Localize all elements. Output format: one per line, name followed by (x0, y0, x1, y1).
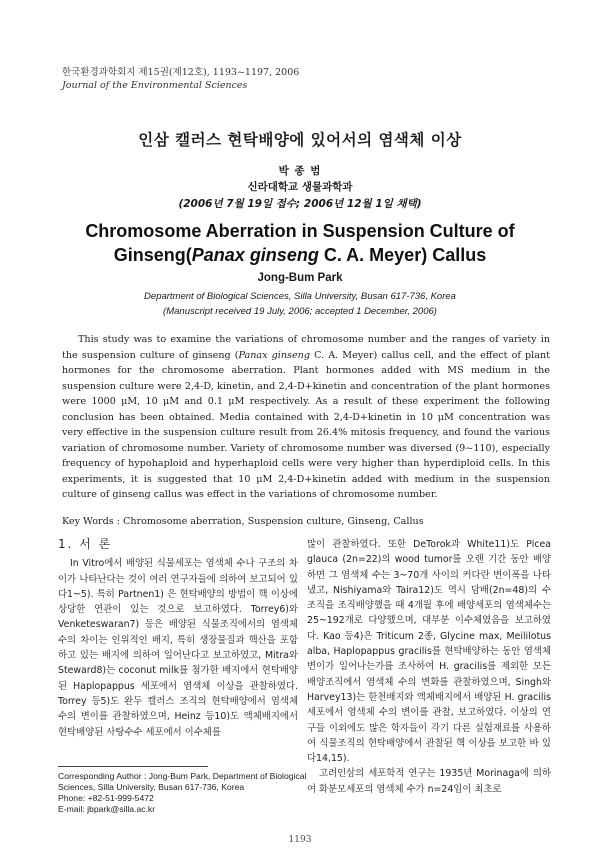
korean-author: 박 종 범 (278, 165, 322, 177)
english-title (0, 219, 600, 267)
journal-citation: 한국환경과학회지 제15권(제12호), 1193~1197, 2006 (62, 67, 300, 78)
manuscript-dates: (Manuscript received 19 July, 2006; accepted 1 December, 2006) (163, 306, 437, 317)
introduction-paragraph-left: In Vitro에서 배양된 식물세포는 염색체 수나 구조의 차이가 나타난다는 것이 여러 연구자들에 의하여 보고되어 있다1~5). 특히 Partnen1) 은 현탁배양의 방법이 핵 이상에 상당한 연관이 있는 것으로 보고하였다. Torrey6)와 Venketeswaran7) 등은 배양된 식물조직에서의 염색체 수의 차이는 인위적인 배지, 특히 생장물질과 핵산을 포함하고 있는 배지에 의하여 일어난다고 보고하였고, Mitra와 Steward8)는 coconut milk를 첨가한 배지에서 현탁배양된 Haplopappus 세포에서 염색체 이상을 관찰하였다. Torrey 등5)도 완두 캘러스 조직의 현탁배양에서 염색체 수의 변이를 관찰하였으며, Heinz 등10)도 액체배지에서 현탁배양된 사탕수수 세포에서 이수체를 (58, 558, 298, 738)
left-column (58, 537, 298, 740)
footnote-author: Corresponding Author : Jong-Bum Park, Department of Biological Sciences, Silla University, Busan 617-736, Korea (58, 771, 307, 792)
korean-title: 인삼 캘러스 현탁배양에 있어서의 염색체 이상 (138, 131, 462, 149)
abstract-part1: This study was to examine the variations of chromosome number and the ranges of variety in the suspension culture of ginseng ( (62, 334, 550, 361)
footnote-divider (58, 766, 208, 767)
title-ginseng-prefix: Ginseng( (113, 245, 192, 265)
footnote-phone: Phone: +82-51-999-5472 (58, 793, 154, 803)
footnote-email: E-mail: jbpark@silla.ac.kr (58, 804, 156, 814)
right-column (307, 537, 551, 797)
english-affiliation: Department of Biological Sciences, Silla University, Busan 617-736, Korea (144, 291, 456, 302)
abstract (62, 332, 550, 503)
korean-affiliation: 신라대학교 생물과학과 (247, 181, 353, 193)
english-title-line2 (0, 243, 600, 267)
introduction-paragraph-right: 많이 관찰하였다. 또한 DeTorok과 White11)도 Picea glauca (2n=22)의 wood tumor를 오랜 기간 동안 배양하면 그 염색체 수는 3~70개 사이의 커다란 변이폭을 나타냈고, Nishiyama와 Taira12)도 역시 담배(2n=48)의 수 조직을 조직배양했을 때 4개월 후에 배양세포의 염색체수는 25~192개로 다양했으며, 대부분 이수체였음을 보고하였다. Kao 등4)은 Triticum 2종, Glycine max, Meililotus alba, Haplopappus gracilis를 현탁배양하는 동안 염색체 변이가 일어나는가를 조사하여 H. gracilis를 제외한 모든 배양조직에서 염색체 수의 변화를 관찰하였으며, Singh와 Harvey13)는 한천배지와 액체배지에서 배양된 H. gracilis 세포에서 염색체 수의 변이를 관찰, 보고하였다. 이상의 연구들 이외에도 많은 학자들이 각기 다른 실험재료를 사용하여 식물조직의 현탁배양에서 관찰된 핵 이상을 보고한 바 있다14,15). (307, 539, 551, 765)
english-author: Jong-Bum Park (257, 272, 343, 284)
corresponding-author-footnote (58, 771, 308, 815)
page-number: 1193 (288, 835, 312, 845)
abstract-part2: C. A. Meyer) callus cell, and the effect of plant hormones for the chromosome aberration. Plant hormones added with MS medium in the suspension culture were 2,4-D, kinetin, and 2,4-D+kinetin and concentration of the plant hormones were 1000 μM, 10 μM and 0.1 μM respectively. As a result of these experiment the following conclusion has been obtained. Media contained with 2,4-D+kinetin in 10 μM concentration was very effective in the suspension culture result from 26.4% mitosis frequency, and found the various variation of chromosome number. Variety of chromosome number was diversed (9~110), especially frequency of hypohaploid and hyperhaploid cells were very higher than hyperdiploid cells. In this experiments, it is suggested that 10 μM 2,4-D+kinetin added with medium in the suspension culture of ginseng callus was effect in the variations of chromosome number. (62, 349, 550, 500)
title-species-italic: Panax ginseng (191, 245, 319, 265)
introduction-paragraph-right-2: 고려인삼의 세포학적 연구는 1935년 Morinaga에 의하여 화분모세포의 염색체 수가 n=24임이 최초로 (307, 768, 551, 795)
journal-header (62, 66, 299, 92)
korean-dates: (2006년 7월 19일 접수; 2006년 12월 1일 채택) (178, 198, 422, 210)
english-title-line1: Chromosome Aberration in Suspension Culture of (85, 221, 515, 241)
journal-name: Journal of the Environmental Sciences (62, 80, 248, 91)
title-ginseng-suffix: C. A. Meyer) Callus (318, 245, 487, 265)
section-heading-introduction: 1. 서 론 (58, 537, 113, 551)
abstract-species-italic: Panax ginseng (238, 349, 310, 361)
keywords: Key Words : Chromosome aberration, Suspension culture, Ginseng, Callus (62, 516, 424, 527)
